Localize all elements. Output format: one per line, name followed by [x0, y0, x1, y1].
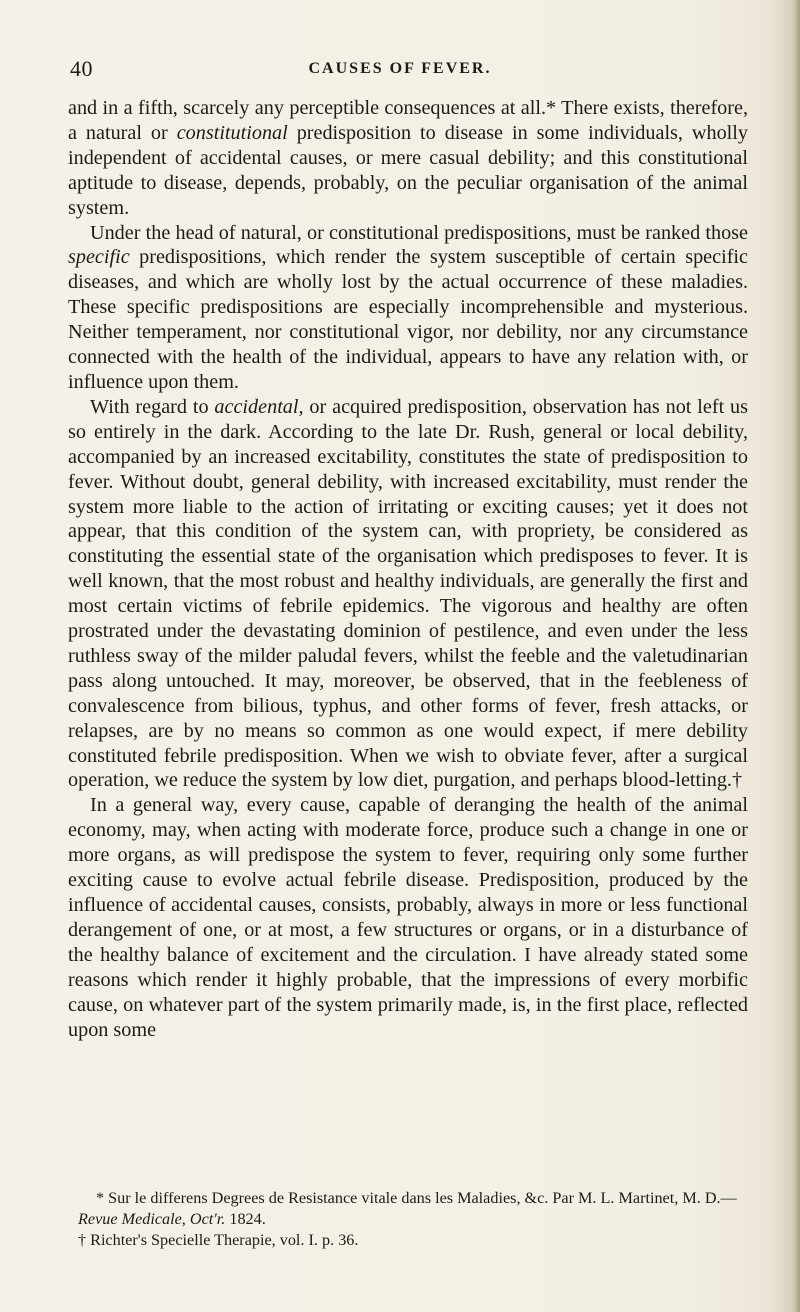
body-text	[68, 96, 748, 1042]
footnote-2: † Richter's Specielle Therapie, vol. I. p. 36.	[78, 1231, 359, 1249]
paragraph-4: In a general way, every cause, capable of deranging the health of the animal economy, may, when acting with moderate force, produce such a change in one or more organs, as will predispose the system to fever, requiring only some further exciting cause to evolve actual febrile disease. Predisposition, produced by the influence of accidental causes, consists, probably, always in more or less functional derangement of one, or at most, a few structures or organs, or in a disturbance of the healthy balance of excitement and the circulation. I have already stated some reasons which render it highly probable, that the impressions of every morbific cause, on whatever part of the system primarily made, is, in the first place, reflected upon some	[68, 794, 748, 1041]
page-edge	[794, 0, 800, 1312]
paragraph-1: and in a fifth, scarcely any perceptible consequences at all.* There exists, therefore, a natural or constitutional predisposition to disease in some individuals, wholly independent of accidental causes, or mere casual debility; and this constitutional aptitude to disease, depends, probably, on the peculiar organisation of the animal system.	[68, 97, 748, 219]
running-head: CAUSES OF FEVER.	[308, 60, 492, 77]
page-number: 40	[70, 56, 93, 81]
footnotes	[78, 1188, 748, 1251]
footnote-1: * Sur le differens Degrees de Resistance vitale dans les Maladies, &c. Par M. L. Martinet, M. D.—Revue Medicale, Oct'r. 1824.	[78, 1189, 737, 1228]
paragraph-2: Under the head of natural, or constitutional predispositions, must be ranked those specific predispositions, which render the system susceptible of certain specific diseases, and which are wholly lost by the actual occurrence of these maladies. These specific predispositions are especially incomprehensible and mysterious. Neither temperament, nor constitutional vigor, nor debility, nor any circumstance connected with the health of the individual, appears to have any relation with, or influence upon them.	[68, 221, 748, 393]
paragraph-3: With regard to accidental, or acquired predisposition, observation has not left us so entirely in the dark. According to the late Dr. Rush, general or local debility, accompanied by an increased excitability, constitutes the state of predisposition to fever. Without doubt, general debility, with increased excitability, must render the system more liable to the action of irritating or exciting causes; yet it does not appear, that this condition of the system can, with propriety, be considered as constituting the essential state of the organisation which predisposes to fever. It is well known, that the most robust and healthy individuals, are generally the first and most certain victims of febrile epidemics. The vigorous and healthy are often prostrated under the devastating dominion of pestilence, and even under the less ruthless sway of the milder paludal fevers, whilst the feeble and the valetudinarian pass along untouched. It may, moreover, be observed, that in the feebleness of convalescence from bilious, typhus, and other forms of fever, fresh attacks, or relapses, are by no means so common as one would expect, if mere debility constituted febrile predisposition. When we wish to obviate fever, after a surgical operation, we reduce the system by low diet, purgation, and perhaps blood-letting.†	[68, 395, 748, 792]
